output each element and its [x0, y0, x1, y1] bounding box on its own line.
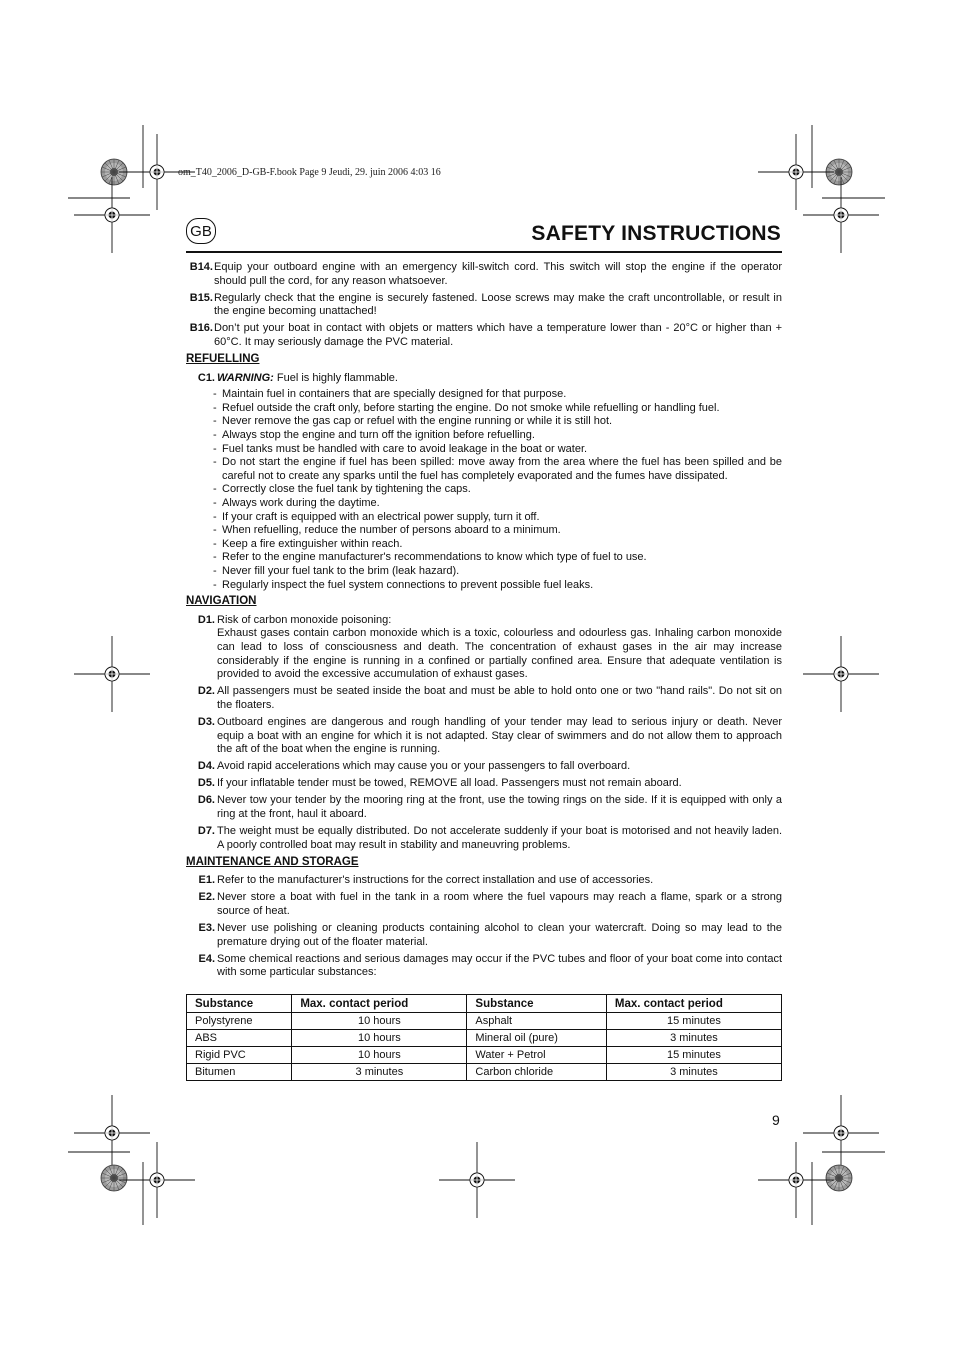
- page-number: 9: [772, 1112, 780, 1128]
- column-header: Max. contact period: [606, 995, 781, 1013]
- list-item: - Always stop the engine and turn off the ignition before refuelling.: [211, 429, 782, 443]
- list-item: - Always work during the daytime.: [211, 497, 782, 511]
- section-title-maintenance: MAINTENANCE AND STORAGE: [186, 855, 359, 868]
- table-row: [187, 1064, 782, 1081]
- table-cell: Polystyrene: [187, 1013, 292, 1030]
- substances-table: [186, 994, 782, 1081]
- instruction-code: D4.: [197, 760, 215, 773]
- table-cell: Rigid PVC: [187, 1047, 292, 1064]
- table-cell: Carbon chloride: [467, 1064, 606, 1081]
- table-cell: 3 minutes: [292, 1064, 467, 1081]
- list-item: - Do not start the engine if fuel has been spilled: move away from the area where the fuel has been spilled and be careful not to create any sparks until the fuel has completely evaporated and the fumes have dissipated.: [211, 456, 782, 483]
- instruction-text: [217, 372, 782, 386]
- table-header-row: [187, 995, 782, 1013]
- page-title: SAFETY INSTRUCTIONS: [531, 222, 781, 245]
- instruction-text: Never store a boat with fuel in the tank in a room where the fuel vapours may reach a flame, spark or a strong source of heat.: [217, 891, 782, 918]
- table-cell: 10 hours: [292, 1030, 467, 1047]
- instruction-e3: [186, 922, 782, 949]
- refuelling-bullet-list: [211, 388, 782, 592]
- instruction-e1: [186, 874, 782, 888]
- instruction-code: D3.: [197, 715, 215, 728]
- instruction-code: C1.: [197, 371, 215, 384]
- table-cell: Mineral oil (pure): [467, 1030, 606, 1047]
- content: [186, 261, 782, 984]
- title-rule: [186, 251, 782, 253]
- instruction-text: Don’t put your boat in contact with objets or matters which have a temperature lower than - 20°C or higher than + 60°C. It may seriously damage the PVC material.: [214, 322, 782, 348]
- instruction-code: D1.: [197, 613, 215, 626]
- instruction-text: The weight must be equally distributed. Do not accelerate suddenly if your boat is motorised and not heavily laden. A poorly controlled boat may result in stability and maneuvring problems.: [217, 825, 782, 851]
- bottom-marks: [68, 1095, 885, 1225]
- language-badge: GB: [186, 218, 216, 244]
- instruction-d7: [186, 825, 782, 852]
- instruction-text-line: Risk of carbon monoxide poisoning:: [217, 613, 392, 626]
- instruction-text: All passengers must be seated inside the boat and must be able to hold onto one or two "hand rails". Do not sit on the floaters.: [217, 685, 782, 711]
- instruction-d5: [186, 777, 782, 791]
- table-cell: ABS: [187, 1030, 292, 1047]
- list-item: - Refer to the engine manufacturer's recommendations to know which type of fuel to use.: [211, 551, 782, 565]
- table-cell: 3 minutes: [606, 1064, 781, 1081]
- section-title-refuelling: REFUELLING: [186, 353, 260, 366]
- instruction-d6: [186, 794, 782, 821]
- list-item: - When refuelling, reduce the number of persons aboard to a minimum.: [211, 524, 782, 538]
- column-header: Substance: [467, 995, 606, 1013]
- table-cell: 3 minutes: [606, 1030, 781, 1047]
- instruction-code: E1.: [198, 874, 215, 887]
- list-item: - Correctly close the fuel tank by tightening the caps.: [211, 483, 782, 497]
- instruction-code: B15.: [189, 291, 213, 304]
- instruction-text-paragraph: Exhaust gases contain carbon monoxide which is a toxic, colourless and odourless gas. Inhaling carbon monoxide can lead to loss of consciousness and death. The concentration of exhaust gases in the air may increase considerably if the engine is running in a confined or partially confined area. Ensure that adequate ventilation is provided to avoid the excessive accumulation of exhaust gases.: [217, 627, 782, 681]
- instruction-text: If your inflatable tender must be towed, REMOVE all load. Passengers must not remain aboard.: [217, 777, 682, 790]
- table-cell: Asphalt: [467, 1013, 606, 1030]
- table-cell: 10 hours: [292, 1013, 467, 1030]
- instruction-code: B14.: [189, 261, 213, 273]
- instruction-b15: [186, 292, 782, 319]
- instruction-code: D7.: [197, 825, 215, 838]
- instruction-d2: [186, 685, 782, 712]
- instruction-b14: [186, 261, 782, 288]
- table-row: [187, 1030, 782, 1047]
- instruction-d3: [186, 716, 782, 757]
- table-row: [187, 1013, 782, 1030]
- list-item: - Maintain fuel in containers that are specially designed for that purpose.: [211, 388, 782, 402]
- list-item: - If your craft is equipped with an electrical power supply, turn it off.: [211, 511, 782, 525]
- list-item: - Fuel tanks must be handled with care to avoid leakage in the boat or water.: [211, 443, 782, 457]
- instruction-code: D5.: [197, 777, 215, 790]
- list-item: - Never fill your fuel tank to the brim (leak hazard).: [211, 565, 782, 579]
- table-cell: 15 minutes: [606, 1013, 781, 1030]
- table-cell: Water + Petrol: [467, 1047, 606, 1064]
- list-item: - Keep a fire extinguisher within reach.: [211, 538, 782, 552]
- table-cell: Bitumen: [187, 1064, 292, 1081]
- instruction-text: Outboard engines are dangerous and rough handling of your tender may lead to serious injury or death. Never equip a boat with an engine for which it is not adapted. Stay clear of swimmers and do not allow them to approach the aft of the boat when the engine is running.: [217, 715, 782, 756]
- instruction-code: D6.: [197, 794, 215, 807]
- warning-text: Fuel is highly flammable.: [273, 371, 398, 384]
- instruction-e2: [186, 891, 782, 918]
- instruction-code: B16.: [189, 322, 213, 335]
- warning-label: WARNING:: [217, 371, 274, 384]
- instruction-code: D2.: [197, 685, 215, 698]
- instruction-text: Never tow your tender by the mooring ring at the front, use the towing rings on the side. If it is equipped with only a ring at the front, haul it aboard.: [217, 794, 782, 820]
- list-item: - Never remove the gas cap or refuel with the engine running or while it is still hot.: [211, 415, 782, 429]
- instruction-d1: [186, 614, 782, 682]
- instruction-c1: [186, 372, 782, 386]
- instruction-code: E3.: [198, 922, 215, 935]
- instruction-text: Never use polishing or cleaning products containing alcohol to clean your watercraft. Doing so may lead to the premature drying out of the floater material.: [217, 922, 782, 948]
- instruction-text: Refer to the manufacturer's instructions for the correct installation and use of accessories.: [217, 874, 654, 887]
- instruction-text: Regularly check that the engine is securely fastened. Loose screws may make the craft uncontrollable, or result in the engine becoming unattached!: [214, 291, 782, 318]
- column-header: Substance: [187, 995, 292, 1013]
- instruction-text: [217, 614, 782, 682]
- instruction-text: Avoid rapid accelerations which may cause you or your passengers to fall overboard.: [217, 760, 631, 773]
- book-header: om_T40_2006_D-GB-F.book Page 9 Jeudi, 29. juin 2006 4:03 16: [178, 167, 441, 178]
- column-header: Max. contact period: [292, 995, 467, 1013]
- instruction-code: E2.: [198, 891, 215, 904]
- instruction-code: E4.: [198, 952, 215, 965]
- instruction-text: Equip your outboard engine with an emergency kill-switch cord. This switch will stop the engine if the operator should pull the cord, for any reason whatsoever.: [214, 261, 782, 287]
- table-cell: 15 minutes: [606, 1047, 781, 1064]
- instruction-b16: [186, 322, 782, 349]
- instruction-e4: [186, 953, 782, 980]
- list-item: - Refuel outside the craft only, before starting the engine. Do not smoke while refuelling or handling fuel.: [211, 402, 782, 416]
- table-cell: 10 hours: [292, 1047, 467, 1064]
- instruction-d4: [186, 760, 782, 774]
- table-row: [187, 1047, 782, 1064]
- list-item: - Regularly inspect the fuel system connections to prevent possible fuel leaks.: [211, 579, 782, 593]
- section-title-navigation: NAVIGATION: [186, 595, 257, 608]
- instruction-text: Some chemical reactions and serious damages may occur if the PVC tubes and floor of your boat come into contact with some particular substances:: [217, 952, 782, 979]
